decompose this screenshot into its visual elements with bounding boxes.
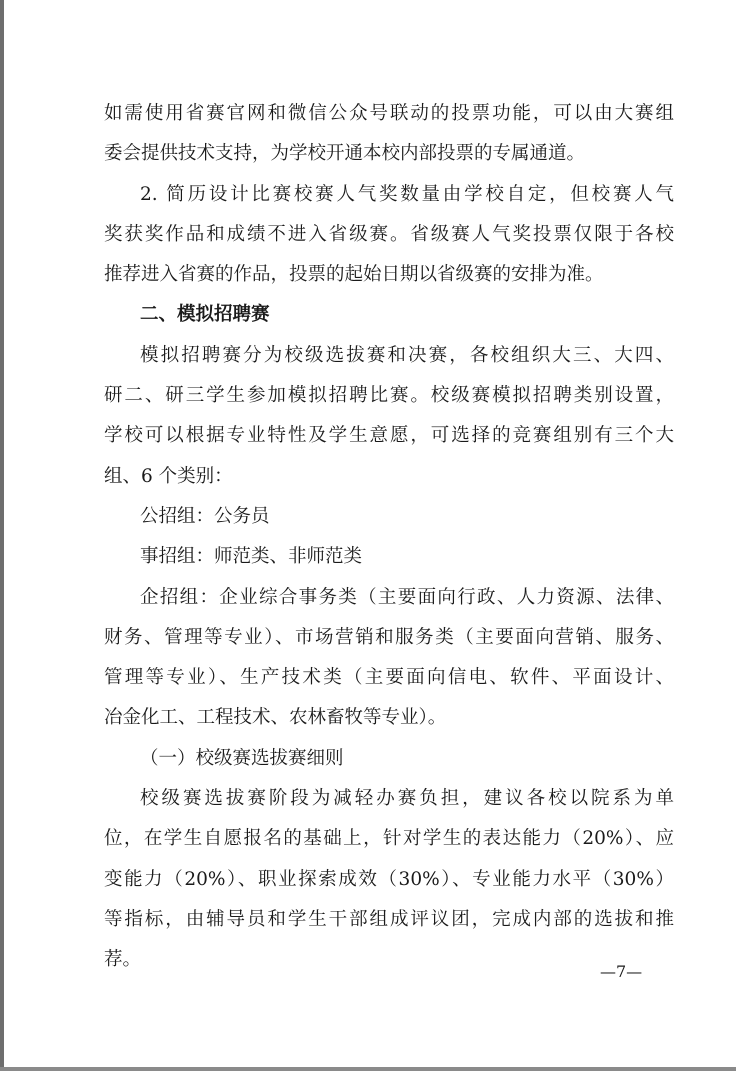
text-line: 财务、管理等专业）、市场营销和服务类（主要面向营销、服务、: [104, 626, 674, 648]
text-line: 荐。: [104, 949, 142, 971]
section-heading: 二、模拟招聘赛: [140, 304, 270, 326]
text-line: 2. 简历设计比赛校赛人气奖数量由学校自定，但校赛人气: [140, 183, 674, 205]
text-line: 组、6 个类别：: [104, 465, 233, 487]
text-line: 变能力（20%）、职业探索成效（30%）、专业能力水平（30%）: [104, 868, 674, 890]
text-line: 推荐进入省赛的作品，投票的起始日期以省级赛的安排为准。: [104, 264, 604, 286]
text-line: 委会提供技术支持，为学校开通本校内部投票的专属通道。: [104, 143, 586, 165]
text-line: 奖获奖作品和成绩不进入省级赛。省级赛人气奖投票仅限于各校: [104, 223, 674, 245]
text-line: 校级赛选拔赛阶段为减轻办赛负担，建议各校以院系为单: [140, 788, 674, 810]
page-left-border: [0, 0, 4, 1071]
page-bottom-border: [0, 1067, 736, 1071]
text-line: 公招组：公务员: [140, 505, 270, 527]
subsection-heading: （一）校级赛选拔赛细则: [140, 747, 344, 769]
text-line: 企招组：企业综合事务类（主要面向行政、人力资源、法律、: [140, 586, 674, 608]
text-line: 管理等专业）、生产技术类（主要面向信电、软件、平面设计、: [104, 667, 674, 689]
page-number: —7—: [600, 962, 643, 981]
text-line: 如需使用省赛官网和微信公众号联动的投票功能，可以由大赛组: [104, 103, 674, 124]
text-line: 模拟招聘赛分为校级选拔赛和决赛，各校组织大三、大四、: [140, 344, 674, 366]
text-line: 事招组：师范类、非师范类: [140, 546, 363, 568]
document-body: [104, 94, 674, 981]
text-line: 冶金化工、工程技术、农林畜牧等专业）。: [104, 707, 447, 729]
text-line: 等指标，由辅导员和学生干部组成评议团，完成内部的选拔和推: [104, 908, 674, 930]
text-line: 研二、研三学生参加模拟招聘比赛。校级赛模拟招聘类别设置，: [104, 385, 674, 407]
text-line: 学校可以根据专业特性及学生意愿，可选择的竞赛组别有三个大: [104, 425, 674, 447]
text-line: 位，在学生自愿报名的基础上，针对学生的表达能力（20%）、应: [104, 828, 674, 850]
